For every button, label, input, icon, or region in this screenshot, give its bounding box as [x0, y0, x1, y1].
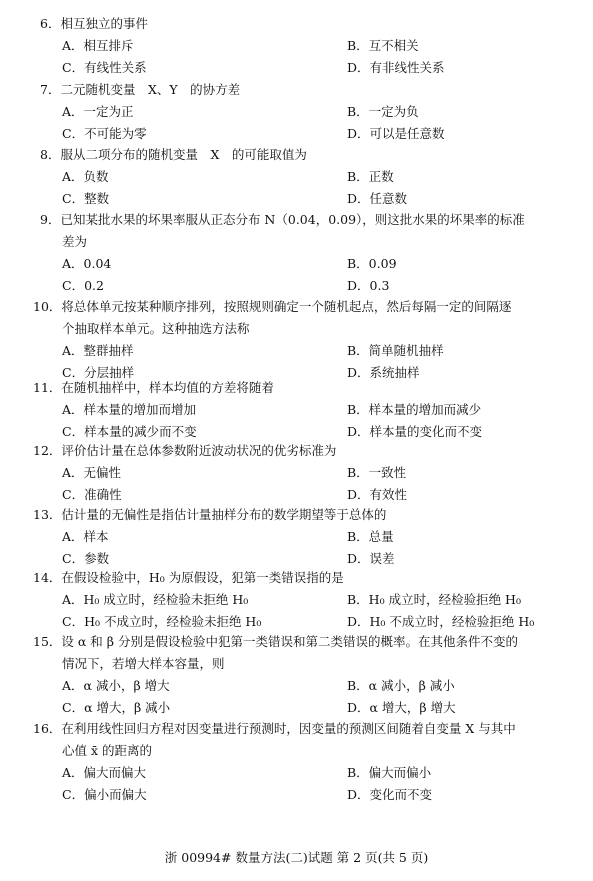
option-a: A．偏大而偏大: [62, 765, 147, 780]
question-13: [0, 504, 593, 570]
question-stem: 15．设 α 和 β 分别是假设检验中犯第一类错误和第二类错误的概率。在其他条件不变的: [33, 634, 518, 649]
option-c: C．有线性关系: [62, 60, 147, 75]
option-b: B．正数: [347, 169, 394, 184]
option-c: C．样本量的减少而不变: [62, 424, 197, 439]
question-stem-continued: 个抽取样本单元。这种抽选方法称: [62, 321, 250, 336]
question-stem: 7．二元随机变量 X、Y 的协方差: [40, 82, 241, 97]
options: [0, 166, 593, 210]
option-c: C．不可能为零: [62, 126, 147, 141]
option-c: C．偏小而偏大: [62, 787, 147, 802]
question-10: [0, 296, 593, 384]
option-b: B．一致性: [347, 465, 407, 480]
option-d: D．有效性: [347, 487, 408, 502]
page-footer: 浙 00994# 数量方法(二)试题 第 2 页(共 5 页): [164, 850, 429, 865]
question-15: [0, 631, 593, 719]
question-stem: 16．在利用线性回归方程对因变量进行预测时，因变量的预测区间随着自变量 X 与其中: [33, 721, 516, 736]
option-c: C．分层抽样: [62, 365, 135, 380]
option-b: B．偏大而偏小: [347, 765, 432, 780]
options: [0, 526, 593, 570]
option-c: C．α 增大，β 减小: [62, 700, 171, 715]
option-d: D．0.3: [347, 278, 390, 293]
options: [0, 589, 593, 633]
question-stem: 12．评价估计量在总体参数附近波动状况的优劣标准为: [33, 443, 337, 458]
option-c: C．H₀ 不成立时，经检验未拒绝 H₀: [62, 614, 262, 629]
option-d: D．α 增大，β 增大: [347, 700, 456, 715]
options: [0, 399, 593, 443]
option-b: B．总量: [347, 529, 394, 544]
option-a: A．整群抽样: [62, 343, 134, 358]
question-stem: 13．估计量的无偏性是指估计量抽样分布的数学期望等于总体的: [33, 507, 387, 522]
question-16: [0, 718, 593, 806]
options: [0, 762, 593, 806]
options: [0, 101, 593, 145]
option-b: B．0.09: [347, 256, 397, 271]
option-d: D．有非线性关系: [347, 60, 445, 75]
option-d: D．样本量的变化而不变: [347, 424, 483, 439]
option-a: A．样本: [62, 529, 109, 544]
option-d: D．任意数: [347, 191, 408, 206]
question-9: [0, 209, 593, 297]
option-d: D．变化而不变: [347, 787, 433, 802]
option-a: A．H₀ 成立时，经检验未拒绝 H₀: [62, 592, 249, 607]
question-stem-continued: 情况下，若增大样本容量，则: [62, 656, 225, 671]
option-a: A．负数: [62, 169, 109, 184]
options: [0, 462, 593, 506]
option-a: A．样本量的增加而增加: [62, 402, 197, 417]
option-a: A．无偏性: [62, 465, 122, 480]
option-a: A．一定为正: [62, 104, 134, 119]
option-a: A．α 减小，β 增大: [62, 678, 170, 693]
option-c: C．准确性: [62, 487, 122, 502]
option-d: D．H₀ 不成立时，经检验拒绝 H₀: [347, 614, 535, 629]
option-b: B．一定为负: [347, 104, 419, 119]
question-stem: 11．在随机抽样中，样本均值的方差将随着: [33, 380, 274, 395]
option-b: B．简单随机抽样: [347, 343, 444, 358]
option-d: D．系统抽样: [347, 365, 420, 380]
option-b: B．H₀ 成立时，经检验拒绝 H₀: [347, 592, 521, 607]
question-stem: 9．已知某批水果的坏果率服从正态分布 N（0.04，0.09），则这批水果的坏果率的标准: [40, 212, 525, 227]
option-b: B．样本量的增加而减少: [347, 402, 482, 417]
question-stem: 10．将总体单元按某种顺序排列，按照规则确定一个随机起点，然后每隔一定的间隔逐: [33, 299, 512, 314]
option-c: C．0.2: [62, 278, 104, 293]
question-8: [0, 144, 593, 210]
option-c: C．参数: [62, 551, 110, 566]
option-a: A．0.04: [62, 256, 112, 271]
option-c: C．整数: [62, 191, 110, 206]
question-stem: 6．相互独立的事件: [40, 16, 148, 31]
question-14: [0, 567, 593, 633]
option-b: B．互不相关: [347, 38, 419, 53]
options: [0, 253, 593, 297]
question-stem: 14．在假设检验中，H₀ 为原假设，犯第一类错误指的是: [33, 570, 344, 585]
option-d: D．可以是任意数: [347, 126, 445, 141]
question-stem-continued: 心值 x̄ 的距离的: [62, 743, 152, 758]
question-12: [0, 440, 593, 506]
option-d: D．误差: [347, 551, 395, 566]
question-6: [0, 13, 593, 79]
option-a: A．相互排斥: [62, 38, 134, 53]
options: [0, 675, 593, 719]
question-7: [0, 79, 593, 145]
question-stem-continued: 差为: [62, 234, 88, 249]
option-b: B．α 减小，β 减小: [347, 678, 455, 693]
question-stem: 8．服从二项分布的随机变量 X 的可能取值为: [40, 147, 307, 162]
options: [0, 35, 593, 79]
question-11: [0, 377, 593, 443]
